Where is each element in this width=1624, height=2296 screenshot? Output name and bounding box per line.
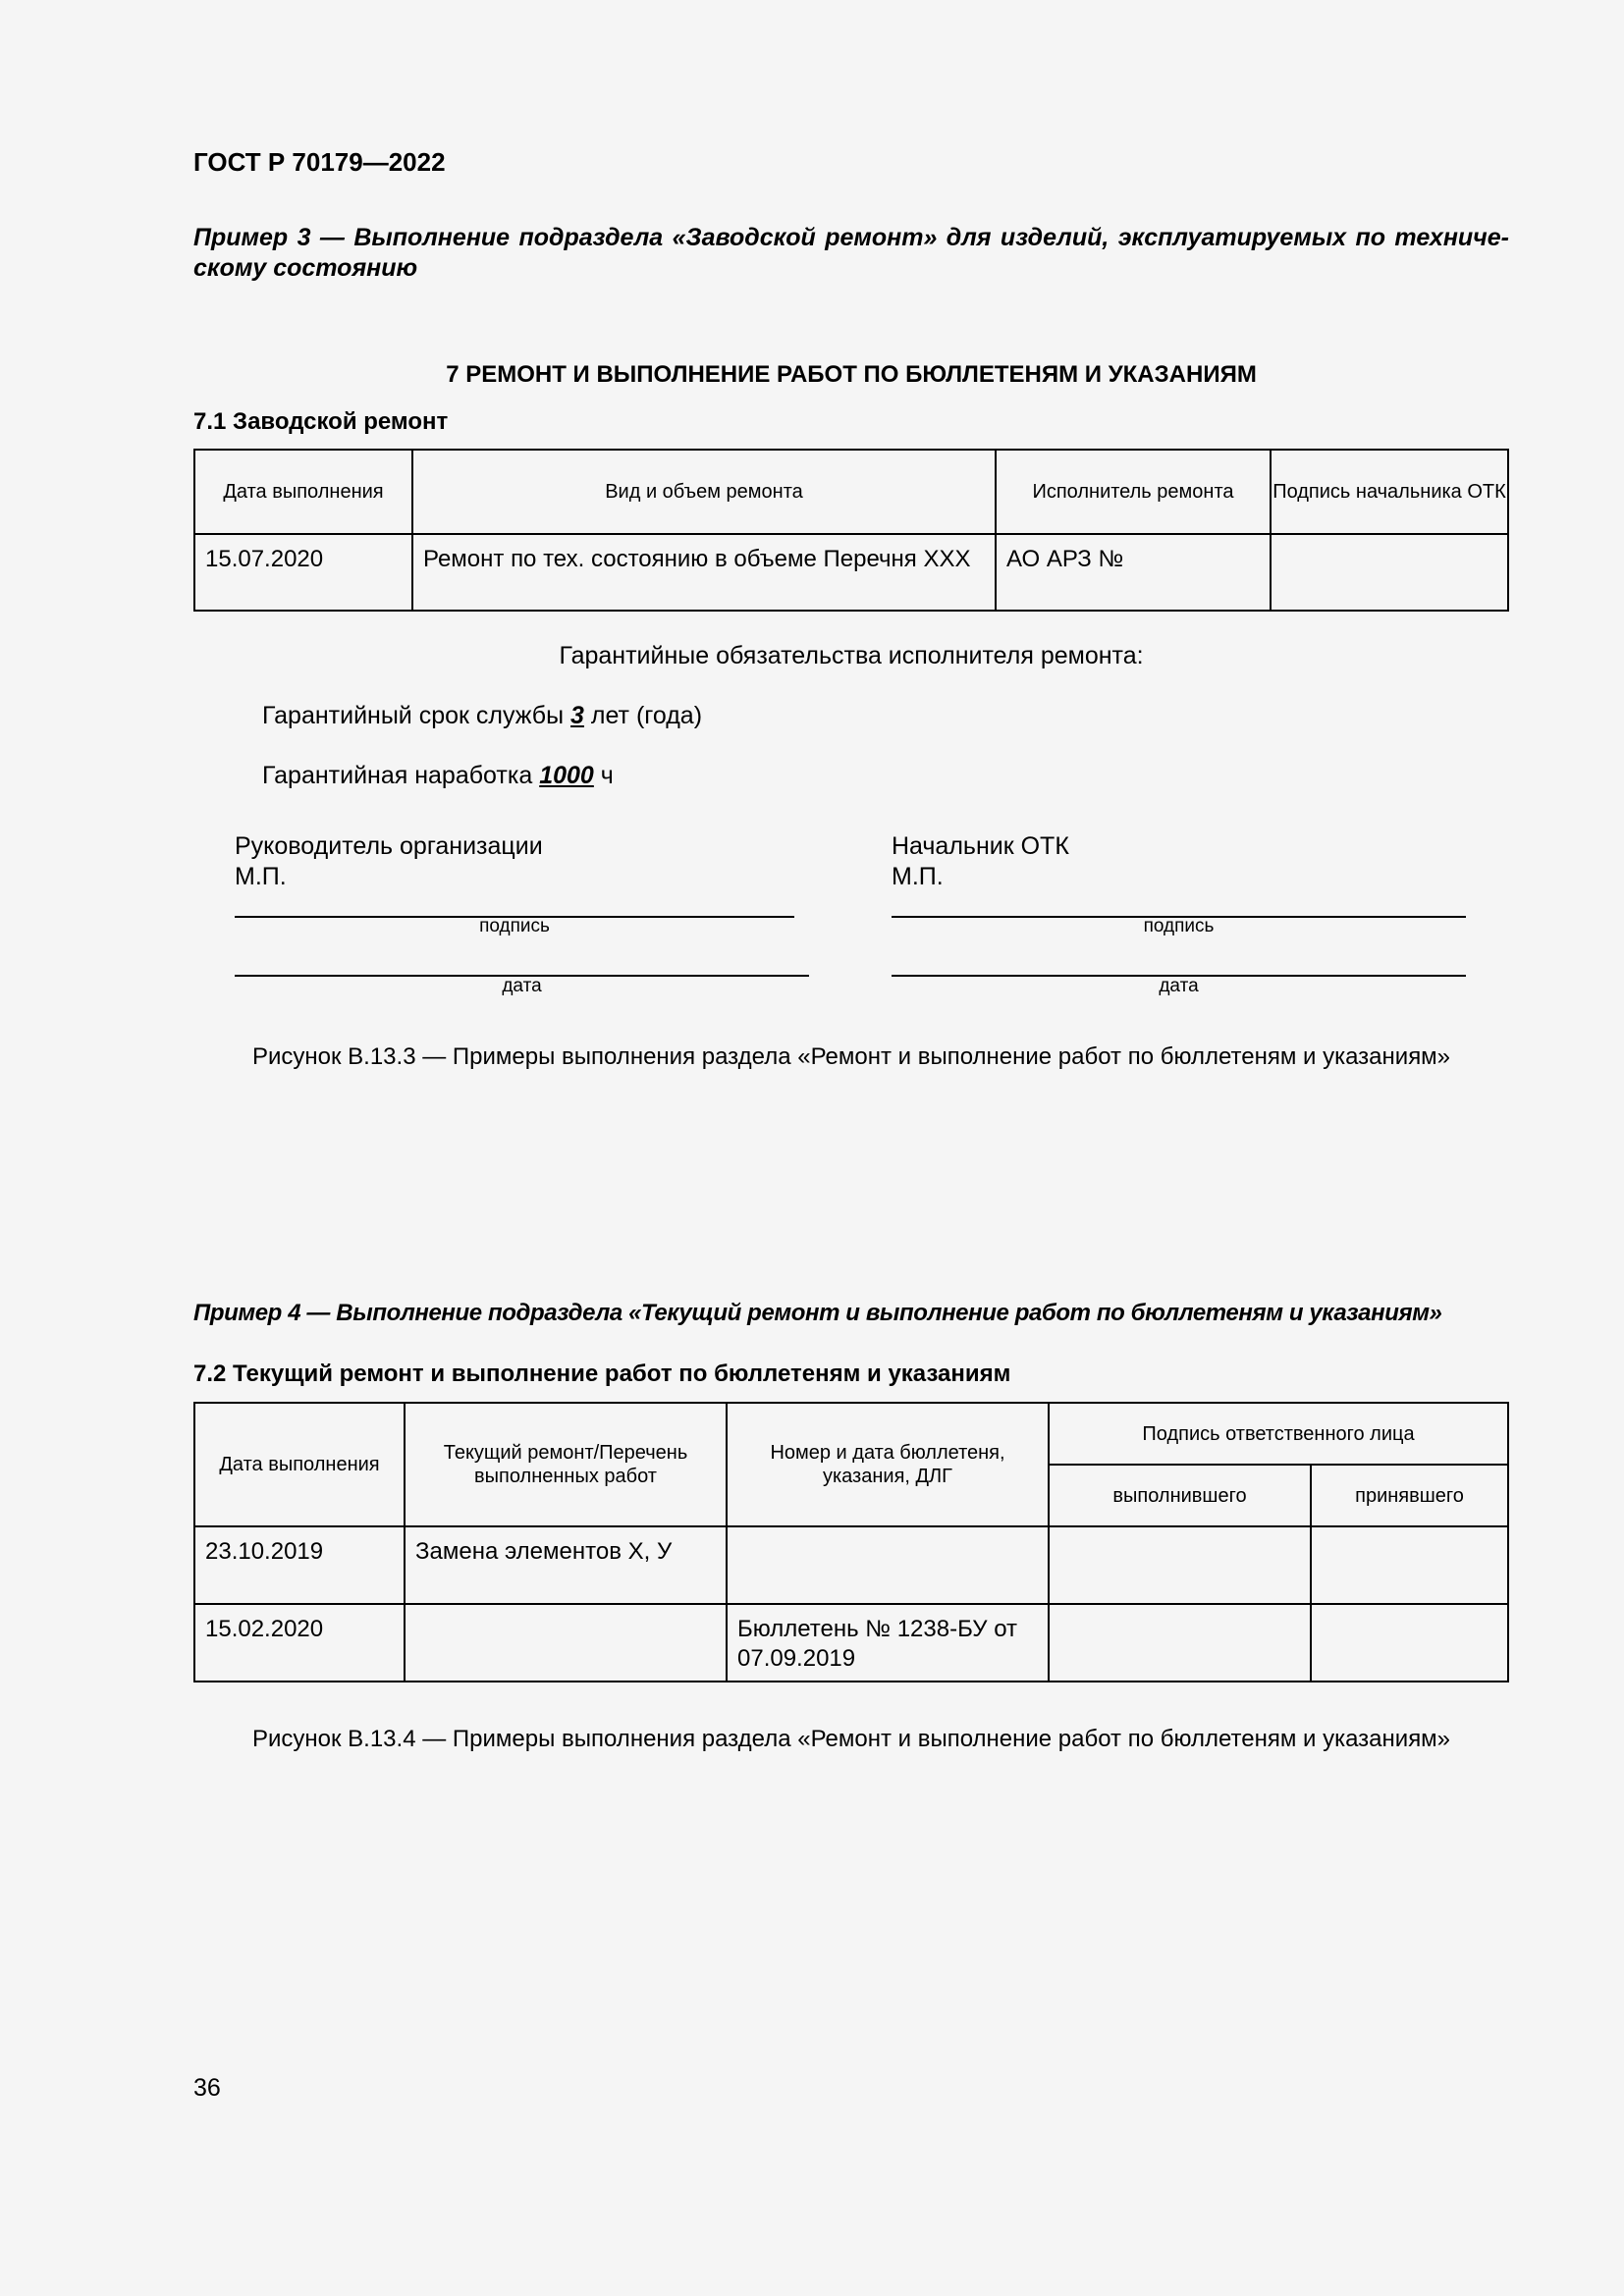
sign-left-signature-label: подпись	[479, 916, 550, 936]
example-4-title: Пример 4 — Выполнение подраздела «Текущий ремонт и выполнение работ по бюллетеням и указаниям»	[193, 1300, 1442, 1326]
sign-right-seal: М.П.	[892, 863, 944, 890]
cell-work	[405, 1604, 727, 1682]
header-date: Дата выполнения	[194, 1403, 405, 1526]
header-performed: выполнившего	[1049, 1465, 1311, 1526]
example-3-title: Пример 3 — Выполнение подраздела «Заводской ремонт» для изделий, эксплуатируемых по техниче-скому состоянию	[193, 224, 1509, 282]
document-code: ГОСТ Р 70179—2022	[193, 147, 446, 177]
cell-date: 23.10.2019	[194, 1526, 405, 1604]
cell-date: 15.07.2020	[194, 534, 412, 611]
sign-left-block	[235, 831, 543, 892]
cell-date: 15.02.2020	[194, 1604, 405, 1682]
cell-performed	[1049, 1604, 1311, 1682]
header-bulletin: Номер и дата бюллетеня, указания, ДЛГ	[727, 1403, 1049, 1526]
header-otk-signature: Подпись начальника ОТК	[1271, 450, 1508, 534]
current-repair-table	[193, 1402, 1509, 1682]
sign-left-seal: М.П.	[235, 863, 287, 890]
cell-repair: Ремонт по тех. состоянию в объеме Перечня XXX	[412, 534, 996, 611]
cell-accepted	[1311, 1526, 1508, 1604]
warranty-service-life	[262, 702, 702, 730]
header-executor: Исполнитель ремонта	[996, 450, 1271, 534]
table-header-row	[194, 1403, 1508, 1465]
sign-right-signature-label: подпись	[1143, 916, 1215, 936]
subsection-7-1-title: 7.1 Заводской ремонт	[193, 408, 449, 435]
sign-left-title: Руководитель организации	[235, 832, 543, 860]
header-responsible-signature: Подпись ответственного лица	[1049, 1403, 1508, 1465]
cell-accepted	[1311, 1604, 1508, 1682]
warranty-hours-suffix: ч	[600, 762, 614, 789]
figure-caption-b-13-4: Рисунок В.13.4 — Примеры выполнения раздела «Ремонт и выполнение работ по бюллетеням и указаниям»	[251, 1726, 1451, 1752]
warranty-title: Гарантийные обязательства исполнителя ремонта:	[559, 642, 1144, 669]
figure-caption-b-13-3: Рисунок В.13.3 — Примеры выполнения раздела «Ремонт и выполнение работ по бюллетеням и указаниям»	[251, 1043, 1451, 1070]
header-date: Дата выполнения	[194, 450, 412, 534]
cell-bulletin: Бюллетень № 1238-БУ от 07.09.2019	[727, 1604, 1049, 1682]
section-7-title: 7 РЕМОНТ И ВЫПОЛНЕНИЕ РАБОТ ПО БЮЛЛЕТЕНЯМ И УКАЗАНИЯМ	[446, 361, 1257, 388]
warranty-hours-value: 1000	[539, 762, 594, 789]
cell-performed	[1049, 1526, 1311, 1604]
sign-right-title: Начальник ОТК	[892, 832, 1069, 860]
sign-right-block	[892, 831, 1069, 892]
header-current-repair: Текущий ремонт/Перечень выполненных работ	[405, 1403, 727, 1526]
warranty-life-value: 3	[570, 702, 584, 729]
factory-repair-table	[193, 449, 1509, 612]
warranty-life-suffix: лет (года)	[590, 702, 703, 729]
warranty-hours-prefix: Гарантийная наработка	[262, 762, 533, 789]
subsection-7-2-title: 7.2 Текущий ремонт и выполнение работ по бюллетеням и указаниям	[193, 1361, 1011, 1387]
page-number: 36	[193, 2074, 221, 2102]
header-accepted: принявшего	[1311, 1465, 1508, 1526]
warranty-operating-time	[262, 762, 614, 790]
cell-executor: АО АРЗ №	[996, 534, 1271, 611]
table-row	[194, 1604, 1508, 1682]
table-row	[194, 534, 1508, 611]
cell-signature	[1271, 534, 1508, 611]
header-repair-type: Вид и объем ремонта	[412, 450, 996, 534]
warranty-life-prefix: Гарантийный срок службы	[262, 702, 565, 729]
cell-bulletin	[727, 1526, 1049, 1604]
sign-right-date-label: дата	[1159, 976, 1199, 996]
sign-left-date-label: дата	[502, 976, 542, 996]
table-header-row	[194, 450, 1508, 534]
table-row	[194, 1526, 1508, 1604]
cell-work: Замена элементов Х, У	[405, 1526, 727, 1604]
